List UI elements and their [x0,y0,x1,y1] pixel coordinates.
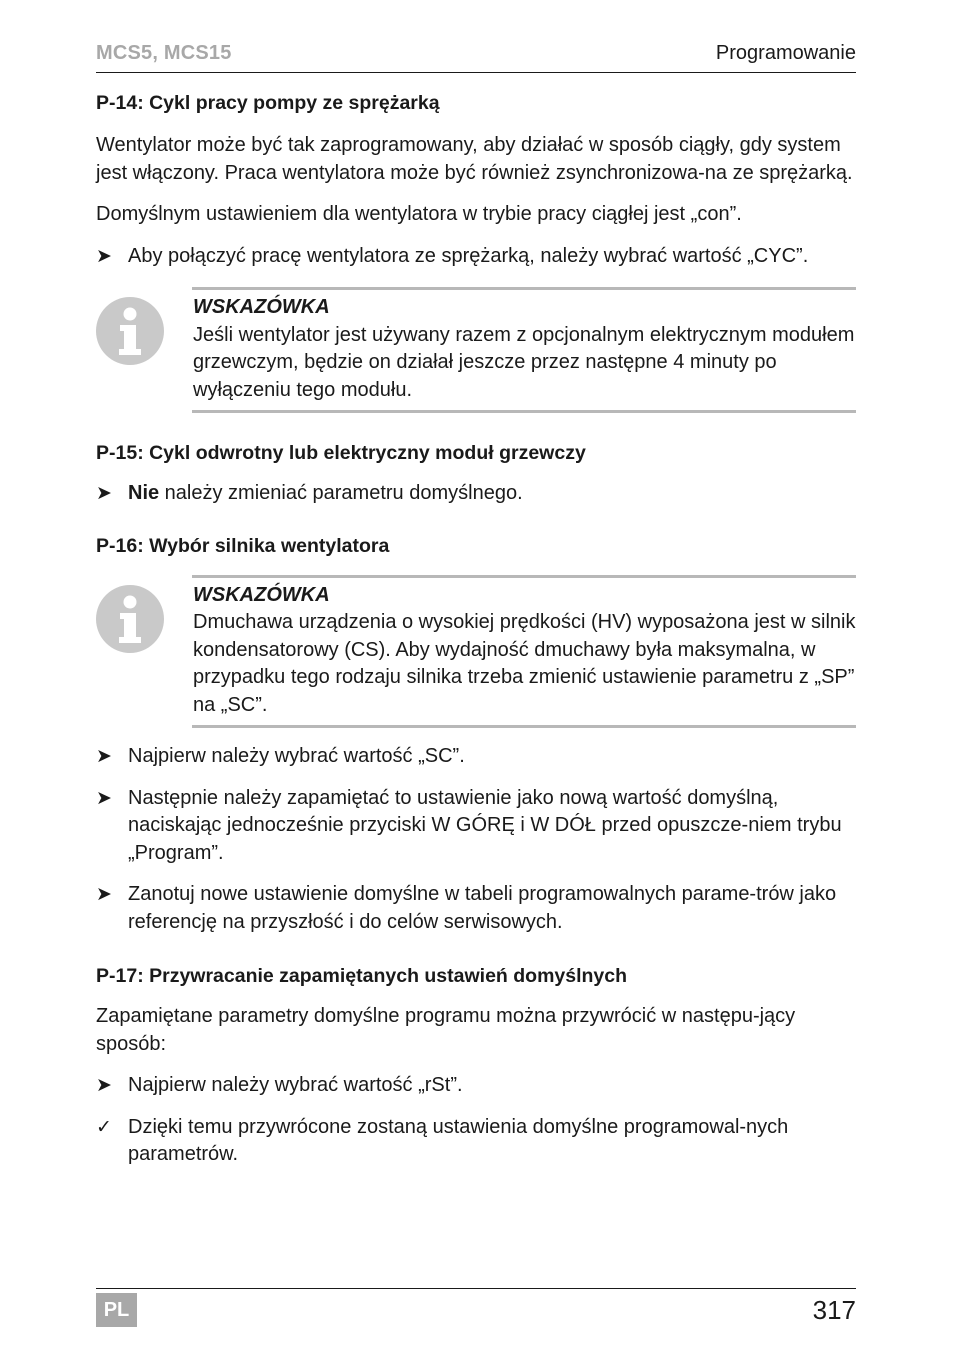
page-number: 317 [812,1295,856,1325]
p16-bullet-3 [96,881,856,936]
note-body: Jeśli wentylator jest używany razem z opcjonalnym elektrycznym modułem grzewczym, będzie on działał jeszcze przez następne 4 minuty po wyłączeniu tego modułu. [193,323,855,401]
arrow-icon: ➤ [96,746,112,767]
heading-p17: P-17: Przywracanie zapamiętanych ustawień domyślnych [96,965,628,987]
p16-bullet-2 [96,785,856,868]
page-header [96,42,856,73]
header-chapter: Programowanie [715,42,856,64]
bullet-rest: należy zmieniać parametru domyślnego. [159,482,523,504]
bullet-text: Aby połączyć pracę wentylatora ze sprężarką, należy wybrać wartość „CYC”. [128,244,809,267]
arrow-icon: ➤ [96,245,112,267]
heading-p16: P-16: Wybór silnika wentylatora [96,534,390,557]
info-icon [96,585,164,653]
document-page [96,0,856,1352]
p15-bullet [96,480,856,508]
language-badge: PL [96,1293,137,1327]
p17-check-1 [96,1114,856,1169]
info-icon [96,297,164,365]
p14-bullet [96,243,856,271]
note-title: WSKAZÓWKA [193,583,330,606]
check-icon: ✓ [96,1116,112,1138]
p16-bullet-1 [96,743,856,771]
note-box [192,287,856,413]
bullet-text: Najpierw należy wybrać wartość „rSt”. [128,1074,463,1096]
note-box [192,575,856,729]
note-p16 [96,575,856,729]
page-footer [96,1288,856,1325]
note-body: Dmuchawa urządzenia o wysokiej prędkości (HV) wyposażona jest w silnik kondensatorowy (CS). Aby wydajność dmuchawy była maksymalna, w przypadku tego rodzaju silnika trzeba zmienić ustawienie parametru z „SP” na „SC”. [193,611,856,716]
bullet-bold-word: Nie [128,482,160,504]
note-title: WSKAZÓWKA [193,296,330,318]
bullet-text: Najpierw należy wybrać wartość „SC”. [128,745,465,767]
arrow-icon: ➤ [96,483,112,504]
page-content [96,90,856,1169]
note-p14 [96,287,856,413]
heading-p14: P-14: Cykl pracy pompy ze sprężarką [96,92,440,114]
bullet-text: Następnie należy zapamiętać to ustawienie jako nową wartość domyślną, naciskając jednocześnie przyciski W GÓRĘ i W DÓŁ przed opuszcze-niem trybu „Program”. [128,786,842,864]
p17-paragraph-1: Zapamiętane parametry domyślne programu można przywrócić w następu-jący sposób: [96,1005,796,1055]
p14-paragraph-2: Domyślnym ustawieniem dla wentylatora w trybie pracy ciągłej jest „con”. [96,203,742,225]
arrow-icon: ➤ [96,1075,112,1096]
bullet-text [128,480,856,508]
header-model: MCS5, MCS15 [96,42,232,64]
p17-bullet-1 [96,1072,856,1100]
arrow-icon: ➤ [96,884,112,905]
bullet-text: Dzięki temu przywrócone zostaną ustawienia domyślne programowal-nych parametrów. [128,1115,789,1165]
heading-p15: P-15: Cykl odwrotny lub elektryczny moduł grzewczy [96,442,586,464]
arrow-icon: ➤ [96,787,112,809]
p14-paragraph-1: Wentylator może być tak zaprogramowany, aby działać w sposób ciągły, gdy system jest włączony. Praca wentylatora może być również zsynchronizowa-na ze sprężarką. [96,134,853,184]
bullet-text: Zanotuj nowe ustawienie domyślne w tabeli programowalnych parame-trów jako referencję na przyszłość i do celów serwisowych. [128,883,837,933]
